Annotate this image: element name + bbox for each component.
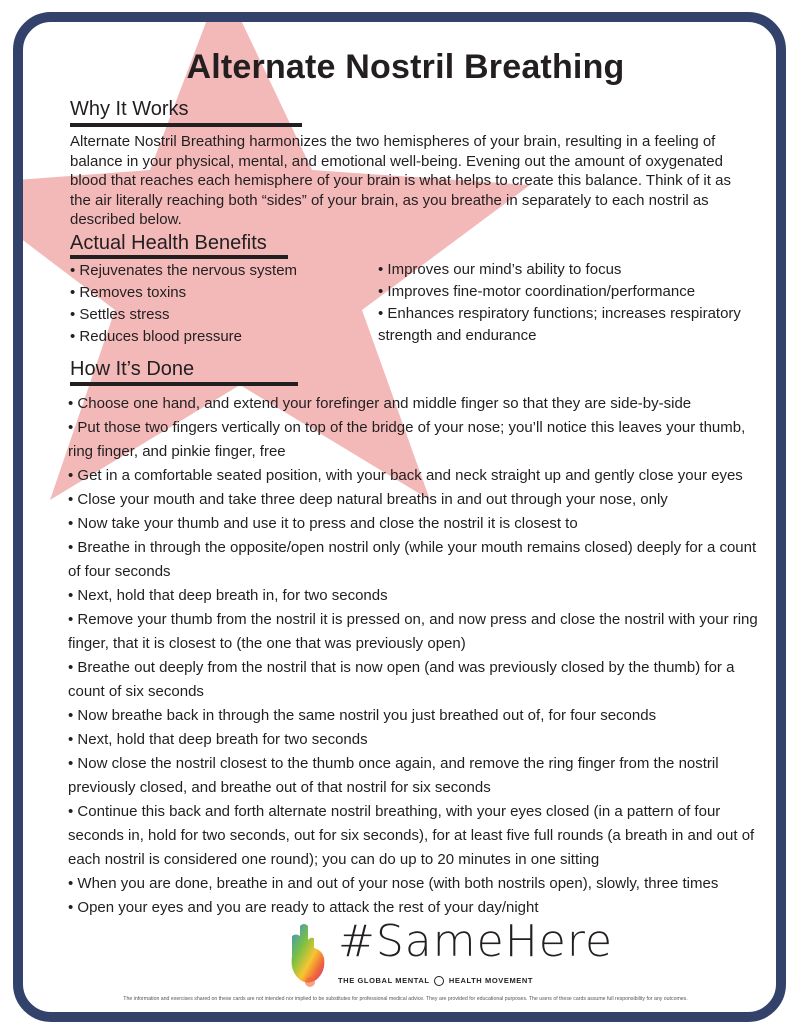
benefit-item: • Reduces blood pressure [70, 326, 370, 348]
step-item: • Next, hold that deep breath in, for two seconds [68, 584, 763, 608]
logo-tagline [338, 976, 533, 986]
benefits-right-list [378, 259, 753, 347]
benefits-heading: Actual Health Benefits [70, 232, 267, 254]
benefit-item: • Improves our mind’s ability to focus [378, 259, 753, 281]
step-item: • Now take your thumb and use it to press and close the nostril it is closest to [68, 512, 763, 536]
logo-wordmark: #SameHere [338, 916, 614, 967]
step-item: • Put those two fingers vertically on top of the bridge of your nose; you’ll notice this leaves your thumb, ring finger, and pinkie finger, free [68, 416, 763, 464]
step-item: • Now close the nostril closest to the thumb once again, and remove the ring finger from the nostril previously closed, and breathe out of that nostril for six seconds [68, 752, 763, 800]
page-title: Alternate Nostril Breathing [186, 48, 625, 86]
how-heading: How It’s Done [70, 358, 195, 380]
benefit-item: • Settles stress [70, 304, 370, 326]
samehere-logo [288, 916, 614, 994]
how-underline [70, 382, 298, 386]
step-item: • Breathe in through the opposite/open nostril only (while your mouth remains closed) deeply for a count of four seconds [68, 536, 763, 584]
benefit-item: • Removes toxins [70, 282, 370, 304]
benefit-item: • Rejuvenates the nervous system [70, 260, 370, 282]
disclaimer-text: The information and exercises shared on these cards are not intended nor implied to be substitutes for professional medical advice. They are provided for educational purposes. The users of these cards assume full responsibility for any outcomes. [123, 996, 688, 1002]
why-paragraph: Alternate Nostril Breathing harmonizes the two hemispheres of your brain, resulting in a feeling of balance in your physical, mental, and emotional well-being. Evening out the amount of oxygenated blood that reaches each hemisphere of your brain is what helps to create this balance. Think of it as the air literally reaching both “sides” of your brain, as you breathe in separately to each nostril as described below. [70, 133, 731, 229]
benefit-item: • Improves fine-motor coordination/performance [378, 281, 753, 303]
step-item: • Close your mouth and take three deep natural breaths in and out through your nose, only [68, 488, 763, 512]
card-frame [13, 12, 786, 1022]
hand-logo-icon [288, 922, 334, 990]
step-item: • Breathe out deeply from the nostril that is now open (and was previously closed by the thumb) for a count of six seconds [68, 656, 763, 704]
benefit-item: • Enhances respiratory functions; increases respiratory strength and endurance [378, 303, 753, 347]
globe-icon [434, 976, 444, 986]
step-item: • When you are done, breathe in and out of your nose (with both nostrils open), slowly, three times [68, 872, 763, 896]
tagline-right: HEALTH MOVEMENT [448, 976, 534, 985]
why-heading: Why It Works [70, 98, 189, 120]
benefits-underline [70, 255, 288, 259]
steps-list [68, 392, 763, 920]
tagline-left: THE GLOBAL MENTAL [338, 976, 430, 985]
step-item: • Choose one hand, and extend your forefinger and middle finger so that they are side-by-side [68, 392, 763, 416]
step-item: • Next, hold that deep breath for two seconds [68, 728, 763, 752]
step-item: • Get in a comfortable seated position, with your back and neck straight up and gently close your eyes [68, 464, 763, 488]
benefits-left-list [70, 260, 370, 348]
step-item: • Remove your thumb from the nostril it is pressed on, and now press and close the nostril with your ring finger, that it is closest to (the one that was previously open) [68, 608, 763, 656]
step-item: • Now breathe back in through the same nostril you just breathed out of, for four seconds [68, 704, 763, 728]
why-underline [70, 123, 302, 127]
step-item: • Open your eyes and you are ready to attack the rest of your day/night [68, 896, 763, 920]
step-item: • Continue this back and forth alternate nostril breathing, with your eyes closed (in a pattern of four seconds in, hold for two seconds, out for six seconds), for at least five full rounds (a breath in and out of each nostril is considered one round); you can do up to 20 minutes in one sitting [68, 800, 763, 872]
